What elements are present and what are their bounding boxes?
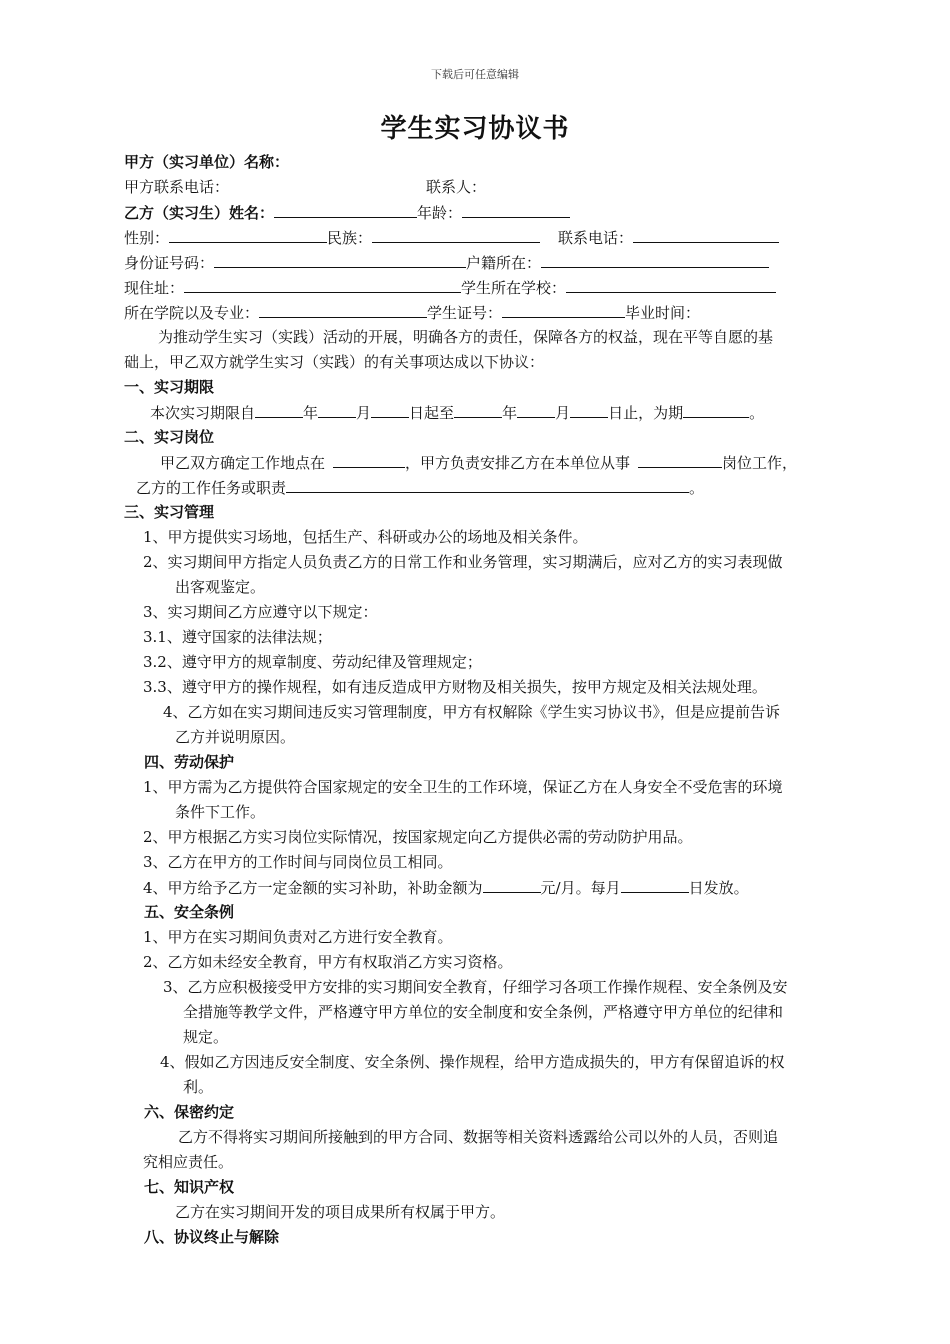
party-b-row-3 <box>124 252 769 273</box>
party-b-row-2 <box>124 227 779 248</box>
work-location-field[interactable] <box>333 452 405 468</box>
start-day-field[interactable] <box>371 402 409 418</box>
s4-item-1-line-1: 1、甲方需为乙方提供符合国家规定的安全卫生的工作环境，保证乙方在人身安全不受危害的环境 <box>143 778 783 796</box>
s7-para: 乙方在实习期间开发的项目成果所有权属于甲方。 <box>175 1203 506 1221</box>
s3-item-2-line-1: 2、实习期间甲方指定人员负责乙方的日常工作和业务管理，实习期满后，应对乙方的实习表现做 <box>143 553 783 571</box>
address-field[interactable] <box>184 277 461 293</box>
s5-item-4-line-2: 利。 <box>183 1078 214 1096</box>
school-label: 学生所在学校： <box>461 279 567 297</box>
s5-item-2: 2、乙方如未经安全教育，甲方有权取消乙方实习资格。 <box>143 953 513 971</box>
s5-item-3-line-1: 3、乙方应积极接受甲方安排的实习期间安全教育，仔细学习各项工作操作规程、安全条例及安 <box>163 978 788 996</box>
student-id-field[interactable] <box>502 302 625 318</box>
start-year-field[interactable] <box>255 402 303 418</box>
s6-para-line-2: 究相应责任。 <box>143 1153 234 1171</box>
s1-start-text: 日起至 <box>409 404 455 422</box>
s1-month-text: 月 <box>356 404 372 422</box>
s3-item-4-line-1: 4、乙方如在实习期间违反实习管理制度，甲方有权解除《学生实习协议书》，但是应提前告诉 <box>163 703 781 721</box>
s5-item-3-line-3: 规定。 <box>183 1028 229 1046</box>
address-label: 现住址： <box>124 279 185 297</box>
s4-item-4 <box>143 877 749 898</box>
document-title: 学生实习协议书 <box>380 114 570 144</box>
s1-year-text: 年 <box>303 404 319 422</box>
s4-monthly-text: 元/月。每月 <box>540 879 621 897</box>
pay-day-field[interactable] <box>621 877 689 893</box>
preamble-line-2: 础上，甲乙双方就学生实习（实践）的有关事项达成以下协议： <box>124 353 545 371</box>
party-b-name-field[interactable] <box>274 202 417 218</box>
household-field[interactable] <box>541 252 769 268</box>
s2-location-text: 甲乙双方确定工作地点在 <box>160 454 326 472</box>
s3-item-1: 1、甲方提供实习场地，包括生产、科研或办公的场地及相关条件。 <box>143 528 588 546</box>
party-a-name-label: 甲方（实习单位）名称： <box>124 153 290 171</box>
end-day-field[interactable] <box>570 402 608 418</box>
s3-item-3-2: 3.2、遵守甲方的规章制度、劳动纪律及管理规定； <box>143 653 482 671</box>
gender-label: 性别： <box>124 229 170 247</box>
party-b-phone-field[interactable] <box>633 227 779 243</box>
section-3-heading: 三、实习管理 <box>124 503 215 521</box>
position-field[interactable] <box>638 452 722 468</box>
s1-year-text-2: 年 <box>502 404 518 422</box>
s1-month-text-2: 月 <box>555 404 571 422</box>
party-b-age-field[interactable] <box>462 202 570 218</box>
s3-item-3: 3、实习期间乙方应遵守以下规定： <box>143 603 378 621</box>
preamble-line-1: 为推动学生实习（实践）活动的开展，明确各方的责任，保障各方的权益，现在平等自愿的基 <box>158 328 774 346</box>
party-b-row-5 <box>124 302 700 323</box>
s2-end-text: 。 <box>689 479 705 497</box>
subsidy-amount-field[interactable] <box>483 877 541 893</box>
s1-stop-text: 日止，为期 <box>608 404 684 422</box>
id-label: 身份证号码： <box>124 254 215 272</box>
section-5-heading: 五、安全条例 <box>144 903 235 921</box>
s5-item-3-line-2: 全措施等教学文件，严格遵守甲方单位的安全制度和安全条例，严格遵守甲方单位的纪律和 <box>183 1003 784 1021</box>
ethnicity-field[interactable] <box>372 227 540 243</box>
party-a-contact-label: 联系人： <box>426 178 487 196</box>
s6-para-line-1: 乙方不得将实习期间所接触到的甲方合同、数据等相关资料透露给公司以外的人员，否则追 <box>178 1128 779 1146</box>
s5-item-4-line-1: 4、假如乙方因违反安全制度、安全条例、操作规程，给甲方造成损失的，甲方有保留追诉的权 <box>160 1053 785 1071</box>
graduation-label: 毕业时间： <box>625 304 701 322</box>
s3-item-3-3: 3.3、遵守甲方的操作规程，如有违反造成甲方财物及相关损失，按甲方规定及相关法规处理。 <box>143 678 767 696</box>
s1-period-line <box>150 402 764 423</box>
s4-item-1-line-2: 条件下工作。 <box>175 803 266 821</box>
section-4-heading: 四、劳动保护 <box>144 753 235 771</box>
s4-item-2: 2、甲方根据乙方实习岗位实际情况，按国家规定向乙方提供必需的劳动防护用品。 <box>143 828 693 846</box>
id-field[interactable] <box>214 252 466 268</box>
school-field[interactable] <box>566 277 776 293</box>
start-month-field[interactable] <box>318 402 356 418</box>
s3-item-2-line-2: 出客观鉴定。 <box>175 578 266 596</box>
s4-item-3: 3、乙方在甲方的工作时间与同岗位员工相同。 <box>143 853 453 871</box>
section-7-heading: 七、知识产权 <box>144 1178 235 1196</box>
s5-item-1: 1、甲方在实习期间负责对乙方进行安全教育。 <box>143 928 453 946</box>
ethnicity-label: 民族： <box>327 229 373 247</box>
section-2-heading: 二、实习岗位 <box>124 428 215 446</box>
s4-subsidy-text: 4、甲方给予乙方一定金额的实习补助，补助金额为 <box>143 879 483 897</box>
s2-position-text: 岗位工作， <box>722 454 798 472</box>
s2-line-1 <box>160 452 797 473</box>
party-b-row-4 <box>124 277 776 298</box>
student-id-label: 学生证号： <box>427 304 503 322</box>
duration-field[interactable] <box>683 402 749 418</box>
s2-line-2 <box>136 477 704 498</box>
s2-arrange-text: ，甲方负责安排乙方在本单位从事 <box>405 454 631 472</box>
duties-field[interactable] <box>286 477 689 493</box>
party-b-age-label: 年龄： <box>417 204 463 222</box>
household-label: 户籍所在： <box>466 254 542 272</box>
s2-duties-text: 乙方的工作任务或职责 <box>136 479 287 497</box>
party-b-row-1 <box>124 202 570 223</box>
s1-period-text: 本次实习期限自 <box>150 404 256 422</box>
gender-field[interactable] <box>169 227 327 243</box>
party-b-phone-label: 联系电话： <box>558 229 634 247</box>
end-year-field[interactable] <box>454 402 502 418</box>
s3-item-3-1: 3.1、遵守国家的法律法规； <box>143 628 332 646</box>
party-b-name-label: 乙方（实习生）姓名： <box>124 204 275 222</box>
section-6-heading: 六、保密约定 <box>144 1103 235 1121</box>
s4-payday-text: 日发放。 <box>688 879 749 897</box>
section-1-heading: 一、实习期限 <box>124 378 215 396</box>
college-label: 所在学院以及专业： <box>124 304 260 322</box>
section-8-heading: 八、协议终止与解除 <box>144 1228 280 1246</box>
end-month-field[interactable] <box>517 402 555 418</box>
s1-end-text: 。 <box>749 404 765 422</box>
s3-item-4-line-2: 乙方并说明原因。 <box>175 728 296 746</box>
college-field[interactable] <box>259 302 427 318</box>
header-note: 下载后可任意编辑 <box>431 68 519 81</box>
party-a-phone-label: 甲方联系电话： <box>124 178 230 196</box>
